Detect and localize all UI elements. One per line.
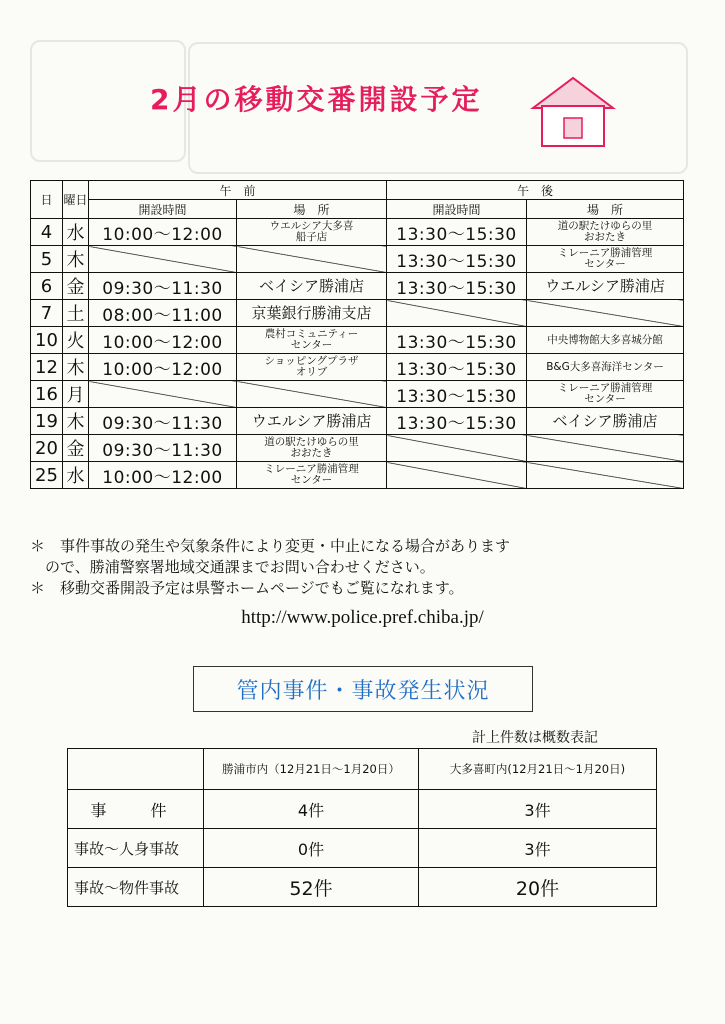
schedule-row bbox=[31, 354, 684, 381]
incident-otaki: 3件 bbox=[419, 790, 657, 829]
header-day: 日 bbox=[31, 181, 63, 219]
schedule-am-place bbox=[237, 354, 387, 381]
header-am: 午 前 bbox=[89, 181, 387, 200]
schedule-row bbox=[31, 300, 684, 327]
schedule-row bbox=[31, 246, 684, 273]
place-line: B&G大多喜海洋センター bbox=[546, 360, 664, 373]
schedule-am-place bbox=[237, 435, 387, 462]
incident-katsuura: 0件 bbox=[204, 829, 419, 868]
schedule-am-time: 10:00～12:00 bbox=[89, 219, 237, 246]
schedule-am-place bbox=[237, 273, 387, 300]
schedule-am-time: 09:30～11:30 bbox=[89, 408, 237, 435]
place-line: センター bbox=[584, 258, 626, 270]
schedule-pm-place bbox=[527, 246, 684, 273]
incident-label: 事 件 bbox=[68, 790, 204, 829]
page-title: 2月の移動交番開設予定 bbox=[150, 83, 483, 116]
schedule-day: 20 bbox=[31, 435, 63, 462]
schedule-pm-place bbox=[527, 354, 684, 381]
schedule-pm-time: 13:30～15:30 bbox=[387, 354, 527, 381]
place-line: ミレーニア勝浦管理 bbox=[264, 463, 359, 475]
schedule-pm-place bbox=[527, 462, 684, 489]
place-line: 船子店 bbox=[295, 231, 328, 243]
place-line: おおたき bbox=[290, 447, 333, 459]
header-pm-place: 場 所 bbox=[527, 200, 684, 219]
schedule-am-time bbox=[89, 246, 237, 273]
place-line: 道の駅たけゆらの里 bbox=[264, 436, 359, 448]
header-am-place: 場 所 bbox=[237, 200, 387, 219]
incidents-col-otaki: 大多喜町内(12月21日～1月20日) bbox=[419, 749, 657, 790]
schedule-row bbox=[31, 408, 684, 435]
schedule-pm-time: 13:30～15:30 bbox=[387, 381, 527, 408]
incident-label: 事故～物件事故 bbox=[68, 868, 204, 907]
schedule-day: 19 bbox=[31, 408, 63, 435]
schedule-weekday: 金 bbox=[63, 273, 89, 300]
schedule-weekday: 火 bbox=[63, 327, 89, 354]
schedule-day: 16 bbox=[31, 381, 63, 408]
place-line: ベイシア勝浦店 bbox=[259, 276, 365, 295]
schedule-pm-place bbox=[527, 381, 684, 408]
schedule-weekday: 土 bbox=[63, 300, 89, 327]
schedule-am-time: 09:30～11:30 bbox=[89, 435, 237, 462]
header-pm: 午 後 bbox=[387, 181, 684, 200]
schedule-pm-place bbox=[527, 300, 684, 327]
schedule-am-time: 10:00～12:00 bbox=[89, 354, 237, 381]
note-line-2: ので、勝浦警察署地域交通課までお問い合わせください。 bbox=[30, 558, 435, 576]
schedule-row bbox=[31, 273, 684, 300]
note-line-3: ＊ 移動交番開設予定は県警ホームページでもご覧になれます。 bbox=[30, 579, 464, 597]
schedule-weekday: 月 bbox=[63, 381, 89, 408]
schedule-am-place bbox=[237, 246, 387, 273]
schedule-pm-place bbox=[527, 435, 684, 462]
schedule-weekday: 金 bbox=[63, 435, 89, 462]
schedule-pm-time: 13:30～15:30 bbox=[387, 246, 527, 273]
incidents-corner bbox=[68, 749, 204, 790]
place-line: 道の駅たけゆらの里 bbox=[557, 220, 653, 232]
schedule-am-time: 10:00～12:00 bbox=[89, 462, 237, 489]
schedule-row bbox=[31, 435, 684, 462]
incident-otaki: 3件 bbox=[419, 829, 657, 868]
note-line-1: ＊ 事件事故の発生や気象条件により変更・中止になる場合があります bbox=[30, 537, 511, 555]
schedule-weekday: 木 bbox=[63, 354, 89, 381]
schedule-am-place bbox=[237, 219, 387, 246]
schedule-day: 5 bbox=[31, 246, 63, 273]
schedule-weekday: 木 bbox=[63, 246, 89, 273]
place-line: ミレーニア勝浦管理 bbox=[557, 382, 653, 394]
schedule-am-time bbox=[89, 381, 237, 408]
schedule-table bbox=[30, 180, 684, 489]
place-line: ウエルシア勝浦店 bbox=[251, 411, 372, 430]
schedule-pm-time: 13:30～15:30 bbox=[387, 408, 527, 435]
schedule-row bbox=[31, 462, 684, 489]
schedule-am-place bbox=[237, 381, 387, 408]
place-line: 京葉銀行勝浦支店 bbox=[251, 303, 372, 322]
schedule-am-place bbox=[237, 408, 387, 435]
schedule-am-time: 09:30～11:30 bbox=[89, 273, 237, 300]
place-line: ベイシア勝浦店 bbox=[552, 411, 658, 430]
incidents-note: 計上件数は概数表記 bbox=[472, 730, 598, 746]
schedule-pm-time bbox=[387, 300, 527, 327]
schedule-day: 12 bbox=[31, 354, 63, 381]
schedule-day: 7 bbox=[31, 300, 63, 327]
schedule-row bbox=[31, 381, 684, 408]
schedule-row bbox=[31, 219, 684, 246]
schedule-am-place bbox=[237, 462, 387, 489]
police-url-link[interactable]: http://www.police.pref.chiba.jp/ bbox=[241, 607, 484, 628]
schedule-am-place bbox=[237, 327, 387, 354]
schedule-pm-place bbox=[527, 327, 684, 354]
place-line: ショッピングプラザ bbox=[264, 355, 359, 367]
schedule-am-time: 08:00～11:00 bbox=[89, 300, 237, 327]
incident-katsuura: 4件 bbox=[204, 790, 419, 829]
place-line: センター bbox=[584, 393, 626, 405]
schedule-weekday: 木 bbox=[63, 408, 89, 435]
schedule-pm-place bbox=[527, 219, 684, 246]
place-line: ウエルシア大多喜 bbox=[269, 220, 354, 232]
schedule-pm-place bbox=[527, 408, 684, 435]
schedule-weekday: 水 bbox=[63, 219, 89, 246]
place-line: センター bbox=[290, 474, 333, 486]
header-am-time: 開設時間 bbox=[89, 200, 237, 219]
schedule-pm-time: 13:30～15:30 bbox=[387, 219, 527, 246]
schedule-pm-time: 13:30～15:30 bbox=[387, 273, 527, 300]
schedule-weekday: 水 bbox=[63, 462, 89, 489]
place-line: センター bbox=[290, 339, 333, 351]
place-line: ミレーニア勝浦管理 bbox=[557, 247, 653, 259]
header-weekday: 曜日 bbox=[63, 181, 89, 219]
schedule-day: 4 bbox=[31, 219, 63, 246]
place-line: 中央博物館大多喜城分館 bbox=[547, 333, 663, 346]
incident-katsuura: 52件 bbox=[204, 868, 419, 907]
incidents-table bbox=[67, 748, 657, 907]
schedule-pm-time bbox=[387, 435, 527, 462]
schedule-day: 10 bbox=[31, 327, 63, 354]
incidents-title: 管内事件・事故発生状況 bbox=[193, 666, 533, 712]
schedule-day: 6 bbox=[31, 273, 63, 300]
header-pm-time: 開設時間 bbox=[387, 200, 527, 219]
schedule-pm-place bbox=[527, 273, 684, 300]
police-box-icon bbox=[528, 70, 618, 150]
schedule-row bbox=[31, 327, 684, 354]
schedule-day: 25 bbox=[31, 462, 63, 489]
place-line: 農村コミュニティー bbox=[264, 328, 359, 340]
incident-otaki: 20件 bbox=[419, 868, 657, 907]
schedule-am-place bbox=[237, 300, 387, 327]
incident-label: 事故～人身事故 bbox=[68, 829, 204, 868]
schedule-am-time: 10:00～12:00 bbox=[89, 327, 237, 354]
notes bbox=[30, 536, 690, 599]
place-line: おおたき bbox=[584, 231, 627, 243]
incidents-col-katsuura: 勝浦市内（12月21日～1月20日） bbox=[204, 749, 419, 790]
schedule-pm-time: 13:30～15:30 bbox=[387, 327, 527, 354]
schedule-pm-time bbox=[387, 462, 527, 489]
place-line: ウエルシア勝浦店 bbox=[545, 276, 665, 295]
place-line: オリブ bbox=[295, 366, 328, 378]
